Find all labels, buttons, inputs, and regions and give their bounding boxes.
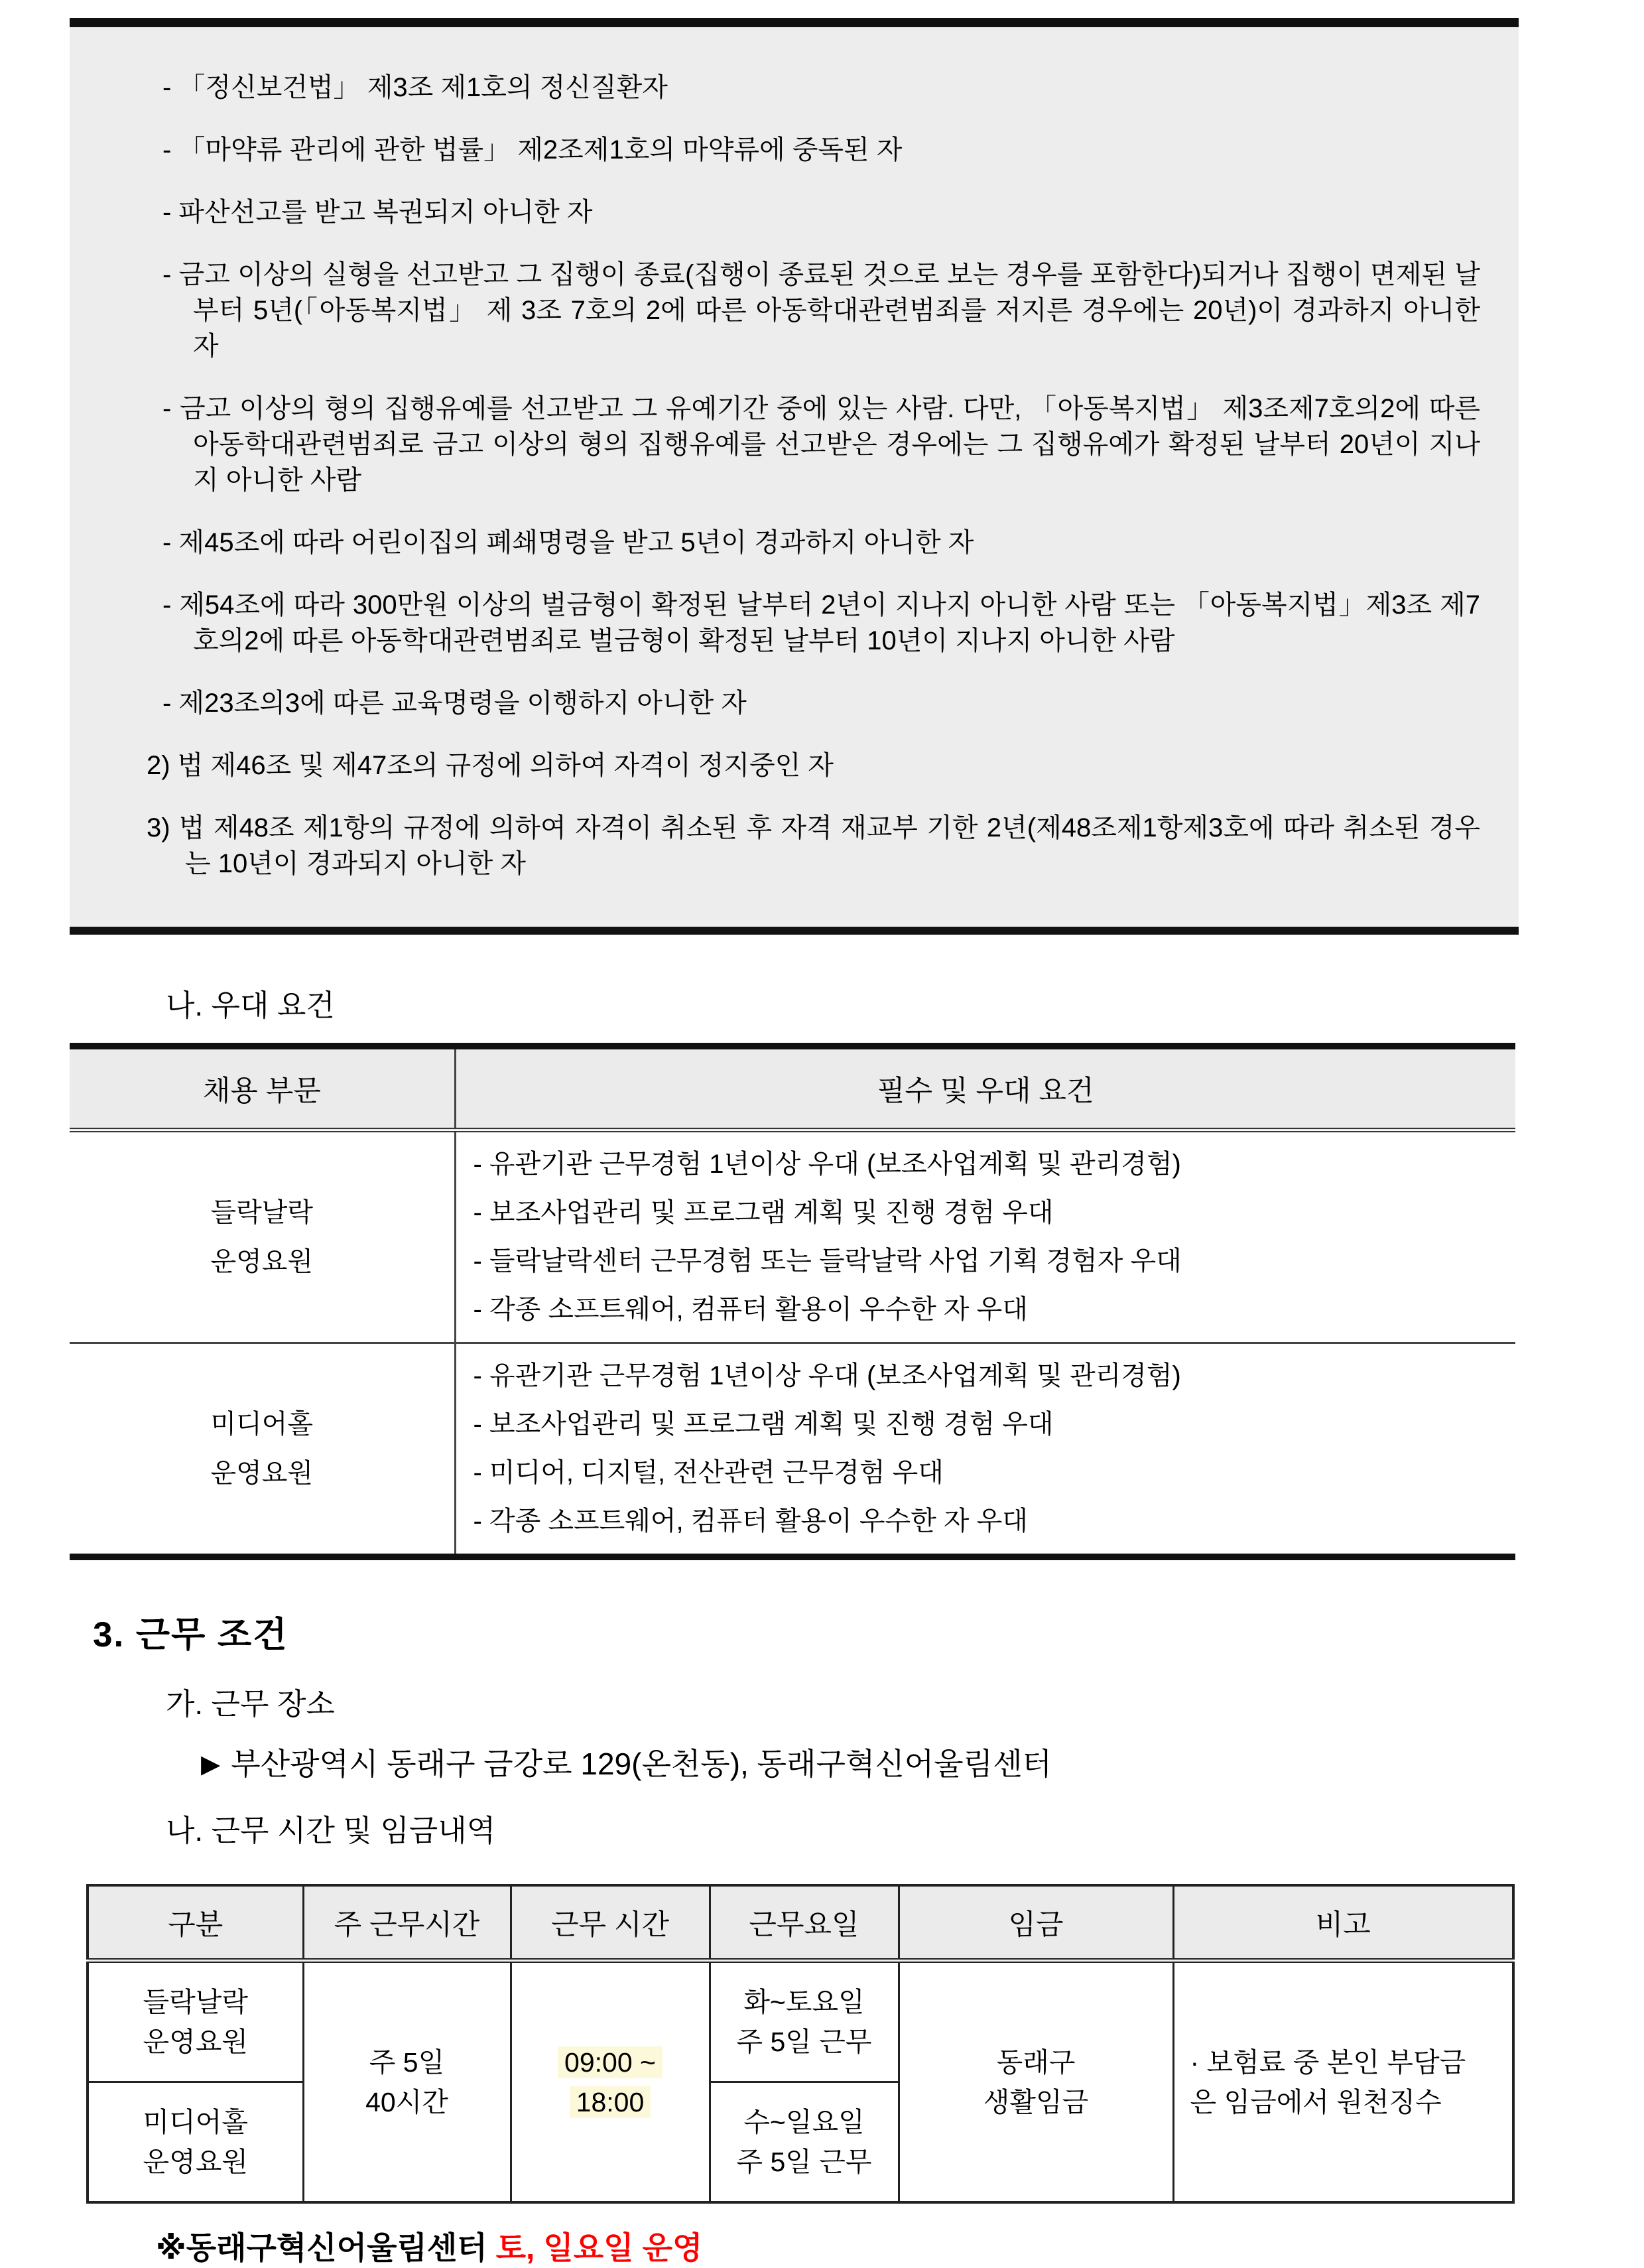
t2-header-weekly-hours: 주 근무시간 bbox=[303, 1885, 511, 1961]
t2-header-work-days: 근무요일 bbox=[710, 1885, 899, 1961]
weekly-hours-line: 40시간 bbox=[365, 2086, 448, 2117]
work-time-wage-table bbox=[86, 1884, 1515, 2204]
category-line: 미디어홀 bbox=[143, 2107, 248, 2137]
t1-row2-requirements bbox=[455, 1343, 1515, 1558]
preferred-requirements-table bbox=[70, 1043, 1515, 1560]
work-days-line: 수~일요일 bbox=[743, 2107, 865, 2137]
wage-line: 생활임금 bbox=[983, 2086, 1089, 2117]
requirement-item: - 보조사업관리 및 프로그램 계획 및 진행 경험 우대 bbox=[473, 1410, 1054, 1439]
t2-wage-cell bbox=[899, 1961, 1173, 2203]
notice-item: - 금고 이상의 실형을 선고받고 그 집행이 종료(집행이 종료된 것으로 보는 경우를 포함한다)되거나 집행이 면제된 날부터 5년(「아동복지법」 제 3조 7호의 2에 따른 아동학대관련범죄를 저지른 경우에는 20년)이 경과하지 아니한 자 bbox=[162, 260, 1480, 361]
category-line: 운영요원 bbox=[143, 2027, 248, 2057]
notice-item: - 제45조에 따라 어린이집의 폐쇄명령을 받고 5년이 경과하지 아니한 자 bbox=[162, 528, 974, 557]
highlighted-time: 18:00 bbox=[570, 2086, 651, 2118]
footnote-prefix: ※동래구혁신어울림센터 bbox=[156, 2230, 496, 2265]
subsection-work-place: 가. 근무 장소 bbox=[166, 1687, 335, 1721]
triangle-bullet-icon: ▶ bbox=[201, 1751, 221, 1778]
category-line: 운영요원 bbox=[143, 2147, 248, 2177]
t1-row2-category bbox=[70, 1343, 455, 1558]
table-row bbox=[70, 1130, 1515, 1343]
t2-weekly-hours-cell bbox=[303, 1961, 511, 2203]
requirement-item: - 유관기관 근무경험 1년이상 우대 (보조사업계획 및 관리경험) bbox=[473, 1150, 1181, 1179]
category-line: 들락날락 bbox=[210, 1198, 314, 1227]
notice-item: - 제54조에 따라 300만원 이상의 벌금형이 확정된 날부터 2년이 지나지 아니한 사람 또는 「아동복지법」제3조 제7호의2에 따른 아동학대관련범죄로 벌금형이 확정된 날부터 10년이 지나지 아니한 사람 bbox=[162, 590, 1480, 655]
t1-row1-category bbox=[70, 1130, 455, 1343]
requirement-item: - 유관기관 근무경험 1년이상 우대 (보조사업계획 및 관리경험) bbox=[473, 1361, 1181, 1390]
subsection-work-time-wage: 나. 근무 시간 및 임금내역 bbox=[166, 1814, 496, 1847]
wage-line: 동래구 bbox=[996, 2046, 1076, 2078]
category-line: 미디어홀 bbox=[210, 1410, 314, 1439]
requirement-item: - 들락날락센터 근무경험 또는 들락날락 사업 기획 경험자 우대 bbox=[473, 1246, 1182, 1276]
section-heading-work-conditions: 3. 근무 조건 bbox=[93, 1615, 288, 1654]
t2-row2-category bbox=[88, 2082, 303, 2203]
requirement-item: - 미디어, 디지털, 전산관련 근무경험 우대 bbox=[473, 1458, 944, 1487]
work-days-line: 주 5일 근무 bbox=[736, 2027, 872, 2057]
t1-header-category: 채용 부문 bbox=[70, 1046, 455, 1130]
requirement-item: - 각종 소프트웨어, 컴퓨터 활용이 우수한 자 우대 bbox=[473, 1295, 1028, 1324]
requirement-item: - 각종 소프트웨어, 컴퓨터 활용이 우수한 자 우대 bbox=[473, 1506, 1028, 1536]
t2-note-cell bbox=[1173, 1961, 1513, 2203]
t1-row1-requirements bbox=[455, 1130, 1515, 1343]
notice-item: - 제23조의3에 따른 교육명령을 이행하지 아니한 자 bbox=[162, 689, 747, 718]
note-line: · 보험료 중 본인 부담금 bbox=[1190, 2046, 1466, 2078]
t2-header-work-time: 근무 시간 bbox=[511, 1885, 710, 1961]
work-days-line: 화~토요일 bbox=[743, 1987, 865, 2017]
t2-row2-work-days bbox=[710, 2082, 899, 2203]
t1-header-requirements: 필수 및 우대 요건 bbox=[455, 1046, 1515, 1130]
notice-item: - 「마약류 관리에 관한 법률」 제2조제1호의 마약류에 중독된 자 bbox=[162, 135, 903, 165]
table-row bbox=[88, 1961, 1513, 2082]
work-time-line bbox=[513, 2082, 708, 2122]
work-location-text: 부산광역시 동래구 금강로 129(온천동), 동래구혁신어울림센터 bbox=[231, 1747, 1052, 1781]
t2-header-note: 비고 bbox=[1173, 1885, 1513, 1961]
t2-header-category: 구분 bbox=[88, 1885, 303, 1961]
table-header-row bbox=[70, 1046, 1515, 1130]
section-heading-preferred-requirements: 나. 우대 요건 bbox=[166, 988, 335, 1022]
notice-item: - 파산선고를 받고 복권되지 아니한 자 bbox=[162, 198, 593, 227]
category-line: 운영요원 bbox=[210, 1459, 314, 1488]
table-header-row bbox=[88, 1885, 1513, 1961]
table-row bbox=[70, 1343, 1515, 1558]
footnote bbox=[156, 2224, 1519, 2268]
highlighted-time: 09:00 ~ bbox=[558, 2046, 663, 2078]
notice-item: - 「정신보건법」 제3조 제1호의 정신질환자 bbox=[162, 73, 668, 102]
t2-work-time-cell bbox=[511, 1961, 710, 2203]
t2-row1-work-days bbox=[710, 1961, 899, 2082]
document-page bbox=[70, 18, 1519, 2268]
disqualification-notice-box bbox=[70, 18, 1519, 935]
weekly-hours-line: 주 5일 bbox=[369, 2046, 445, 2078]
t2-row1-category bbox=[88, 1961, 303, 2082]
notice-item-numbered: 2) 법 제46조 및 제47조의 규정에 의하여 자격이 정지중인 자 bbox=[147, 751, 834, 780]
category-line: 들락날락 bbox=[143, 1987, 248, 2017]
footnote-red-text: 토, 일요일 운영 bbox=[495, 2230, 703, 2265]
work-location-line bbox=[201, 1740, 1519, 1784]
notice-item: - 금고 이상의 형의 집행유예를 선고받고 그 유예기간 중에 있는 사람. 다만, 「아동복지법」 제3조제7호의2에 따른 아동학대관련범죄로 금고 이상의 형의 집행유예를 선고받은 경우에는 그 집행유예가 확정된 날부터 20년이 지나지 아니한 사람 bbox=[162, 394, 1480, 495]
t2-header-wage: 임금 bbox=[899, 1885, 1173, 1961]
work-days-line: 주 5일 근무 bbox=[736, 2147, 872, 2177]
work-time-line bbox=[513, 2042, 708, 2082]
notice-item-numbered: 3) 법 제48조 제1항의 규정에 의하여 자격이 취소된 후 자격 재교부 기한 2년(제48조제1항제3호에 따라 취소된 경우는 10년이 경과되지 아니한 자 bbox=[147, 813, 1480, 878]
requirement-item: - 보조사업관리 및 프로그램 계획 및 진행 경험 우대 bbox=[473, 1198, 1054, 1227]
category-line: 운영요원 bbox=[210, 1247, 314, 1276]
note-line: 은 임금에서 원천징수 bbox=[1190, 2086, 1442, 2117]
